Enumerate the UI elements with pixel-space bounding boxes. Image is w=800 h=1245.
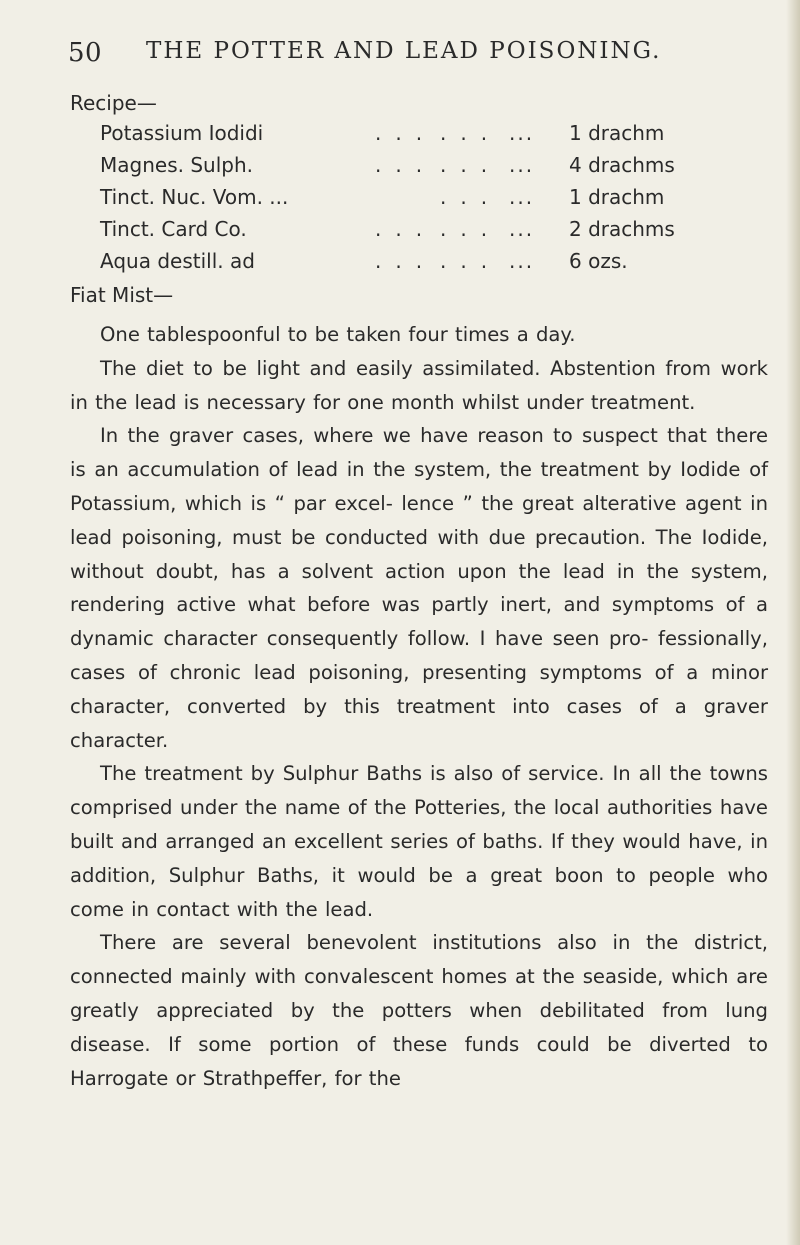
ingredient-quantity: 4 drachms: [569, 153, 675, 177]
recipe-ingredient-row: [0, 121, 800, 157]
leader-dots: ...: [440, 121, 502, 145]
ingredient-name: Aqua destill. ad: [100, 249, 255, 273]
ingredient-quantity: 6 ozs.: [569, 249, 628, 273]
leader-dots: ...: [509, 217, 535, 241]
leader-dots: ...: [509, 153, 535, 177]
page-header: [68, 38, 708, 78]
body-text: [70, 318, 768, 1095]
ingredient-name: Tinct. Card Co.: [100, 217, 247, 241]
page-number: 50: [68, 38, 103, 68]
leader-dots: ...: [375, 153, 437, 177]
ingredient-quantity: 2 drachms: [569, 217, 675, 241]
paragraph: One tablespoonful to be taken four times a day.: [100, 323, 576, 346]
leader-dots: ...: [440, 217, 502, 241]
running-head: THE POTTER AND LEAD POISONING.: [146, 38, 662, 64]
fiat-mist-label: Fiat Mist—: [70, 283, 174, 307]
recipe-ingredient-row: [0, 249, 800, 285]
leader-dots: ...: [375, 249, 437, 273]
leader-dots: ...: [440, 153, 502, 177]
paragraph: The diet to be light and easily assimilated. Abstention from work in the lead is necessary for one month whilst under treatment.: [70, 356, 768, 414]
leader-dots: ...: [440, 249, 502, 273]
ingredient-name: Tinct. Nuc. Vom. ...: [100, 185, 289, 209]
recipe-ingredient-row: [0, 153, 800, 189]
recipe-ingredient-row: [0, 185, 800, 221]
leader-dots: ...: [509, 249, 535, 273]
paragraph: There are several benevolent institutions also in the district, connected mainly with convalescent homes at the seaside, which are greatly appreciated by the potters when debilitated from lung disease. If some portion of these funds could be diverted to Harrogate or Strathpeffer, for the: [70, 931, 768, 1090]
leader-dots: ...: [509, 121, 535, 145]
recipe-ingredient-row: [0, 217, 800, 253]
recipe-label: Recipe—: [70, 91, 157, 115]
leader-dots: ...: [375, 121, 437, 145]
ingredient-quantity: 1 drachm: [569, 121, 665, 145]
leader-dots: ...: [375, 217, 437, 241]
ingredient-name: Potassium Iodidi: [100, 121, 264, 145]
leader-dots: ...: [509, 185, 535, 209]
ingredient-quantity: 1 drachm: [569, 185, 665, 209]
ingredient-name: Magnes. Sulph.: [100, 153, 253, 177]
paragraph: The treatment by Sulphur Baths is also of service. In all the towns comprised under the name of the Potteries, the local authorities have built and arranged an excellent series of baths. If they would have, in addition, Sulphur Baths, it would be a great boon to people who come in contact with the lead.: [70, 762, 768, 921]
leader-dots: ...: [440, 185, 502, 209]
paragraph: In the graver cases, where we have reason to suspect that there is an accumulation of lead in the system, the treatment by Iodide of Potassium, which is “ par excel- lence ” the great alterative agent in lead poisoning, must be conducted with due precaution. The Iodide, without doubt, has a solvent action upon the lead in the system, rendering active what before was partly inert, and symptoms of a dynamic character consequently follow. I have seen pro- fessionally, cases of chronic lead poisoning, presenting symptoms of a minor character, converted by this treatment into cases of a graver character.: [70, 424, 768, 752]
